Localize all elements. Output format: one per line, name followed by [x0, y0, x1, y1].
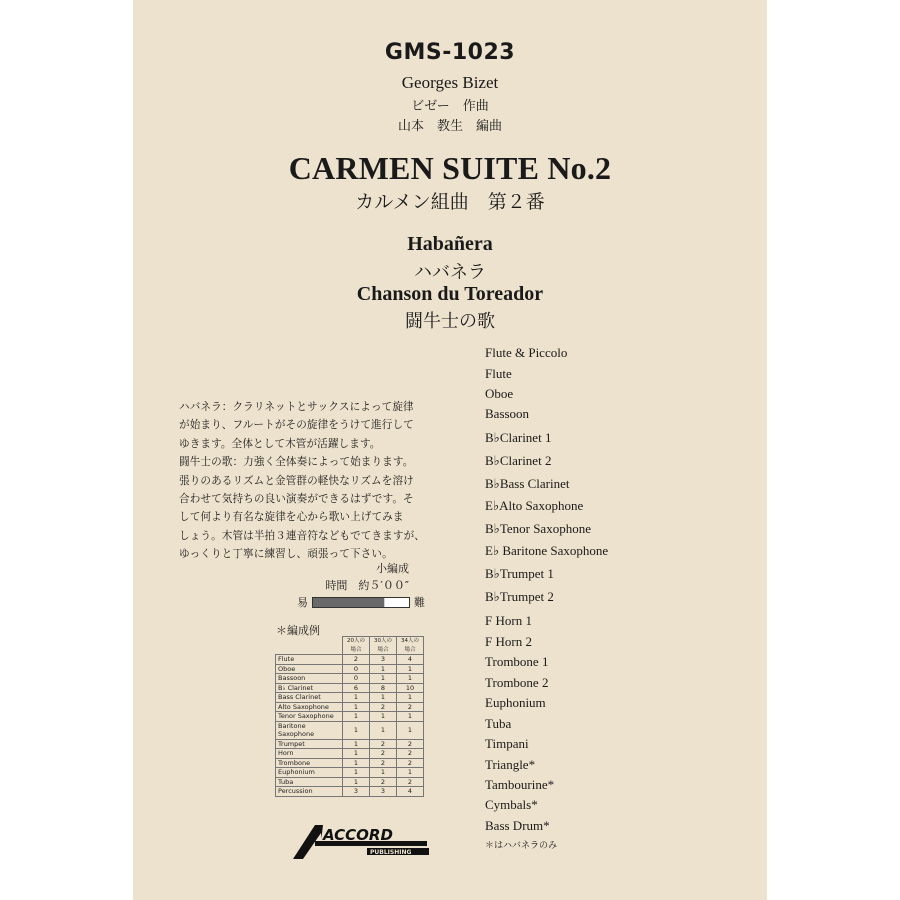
difficulty-hard-label: 難 — [414, 596, 425, 609]
table-cell-count: 2 — [397, 749, 424, 759]
instrument-key: E♭ — [485, 498, 500, 513]
table-cell-instrument: Bassoon — [276, 674, 343, 684]
table-cell-instrument: Horn — [276, 749, 343, 759]
difficulty-bar — [312, 597, 410, 608]
piece-title-2: Chanson du Toreador — [356, 283, 544, 305]
instrument-name: Trumpet 2 — [499, 589, 554, 604]
table-cell-count: 2 — [397, 702, 424, 712]
table-cell-count: 3 — [343, 787, 370, 797]
table-cell-instrument: Trumpet — [276, 739, 343, 749]
description — [179, 398, 435, 564]
table-cell-instrument: Baritone Saxophone — [276, 721, 343, 739]
table-cell-instrument: Percussion — [276, 787, 343, 797]
table-cell-count: 0 — [343, 664, 370, 674]
table-cell-count: 2 — [370, 749, 397, 759]
table-cell-count: 1 — [397, 768, 424, 778]
instrument-name: Tenor Saxophone — [499, 521, 591, 536]
instrument-item — [485, 716, 511, 732]
instrument-item — [485, 543, 608, 559]
table-cell-count: 2 — [370, 758, 397, 768]
table-cell-count: 1 — [370, 674, 397, 684]
instrument-name: Trumpet 1 — [499, 566, 554, 581]
instrument-name: Tambourine* — [485, 777, 555, 792]
table-cell-instrument: B♭ Clarinet — [276, 683, 343, 693]
instrument-name: Clarinet 2 — [499, 453, 552, 468]
table-header-30: 30人の場合 — [370, 637, 397, 655]
table-cell-count: 4 — [397, 655, 424, 665]
table-cell-count: 8 — [370, 683, 397, 693]
instrument-item — [485, 736, 529, 752]
table-cell-count: 1 — [343, 749, 370, 759]
table-cell-count: 1 — [343, 702, 370, 712]
description-line: ハバネラ：クラリネットとサックスによって旋律 — [179, 401, 414, 413]
table-cell-count: 2 — [370, 739, 397, 749]
table-header-empty — [276, 637, 343, 655]
instrument-name: Baritone Saxophone — [499, 543, 609, 558]
table-header-34: 34人の場合 — [397, 637, 424, 655]
instrument-item — [485, 675, 548, 691]
table-cell-count: 2 — [397, 777, 424, 787]
table-cell-instrument: Euphonium — [276, 768, 343, 778]
instrument-name: F Horn 1 — [485, 613, 532, 628]
table-row — [276, 721, 424, 739]
table-cell-count: 1 — [343, 777, 370, 787]
composer-name: Georges Bizet — [401, 73, 499, 92]
description-line: 闘牛士の歌：力強く全体奏によって始まります。 — [179, 456, 414, 469]
instrument-key: B♭ — [485, 476, 500, 491]
description-line: して何より有名な旋律を心から歌い上げてみま — [179, 511, 404, 524]
instrument-name: Timpani — [485, 736, 529, 751]
table-header-row — [276, 637, 424, 655]
footnote: ＊はハバネラのみ — [485, 841, 558, 851]
instrument-item — [485, 797, 538, 813]
table-cell-count: 2 — [397, 739, 424, 749]
instrument-item — [485, 757, 535, 773]
table-row — [276, 683, 424, 693]
table-cell-count: 2 — [370, 702, 397, 712]
instrument-item — [485, 654, 548, 670]
instrument-key: B♭ — [485, 566, 500, 581]
instrument-name: Tuba — [485, 716, 512, 731]
table-row — [276, 758, 424, 768]
instrument-item — [485, 589, 554, 605]
instrument-item — [485, 566, 554, 582]
instrument-name: Oboe — [485, 386, 514, 401]
instrument-item — [485, 366, 512, 382]
piece-title-1-jp: ハバネラ — [414, 262, 486, 283]
instrument-name: Alto Saxophone — [499, 498, 584, 513]
instrument-item — [485, 498, 583, 514]
table-cell-instrument: Oboe — [276, 664, 343, 674]
instrument-name: F Horn 2 — [485, 634, 532, 649]
instrument-name: Bass Clarinet — [499, 476, 570, 491]
table-cell-count: 3 — [370, 787, 397, 797]
table-cell-count: 2 — [343, 655, 370, 665]
table-cell-count: 6 — [343, 683, 370, 693]
table-cell-count: 10 — [397, 683, 424, 693]
instrument-key: E♭ — [485, 543, 500, 558]
instrument-item — [485, 345, 567, 361]
instrument-name: Clarinet 1 — [499, 430, 552, 445]
composer-name-jp: ビゼー 作曲 — [411, 99, 489, 114]
table-cell-count: 2 — [397, 758, 424, 768]
instrument-item — [485, 386, 513, 402]
table-cell-instrument: Bass Clarinet — [276, 693, 343, 703]
table-row — [276, 787, 424, 797]
instrument-key: B♭ — [485, 453, 500, 468]
piece-title-2-jp: 闘牛士の歌 — [405, 311, 495, 332]
table-cell-count: 2 — [370, 777, 397, 787]
instrument-name: Trombone 1 — [485, 654, 549, 669]
difficulty-fill — [313, 598, 385, 607]
instrument-name: Cymbals* — [485, 797, 538, 812]
instrument-name: Flute & Piccolo — [485, 345, 568, 360]
instrument-item — [485, 818, 550, 834]
table-cell-count: 1 — [343, 768, 370, 778]
instrumentation-table — [275, 636, 424, 797]
difficulty-easy-label: 易 — [297, 596, 308, 609]
table-row — [276, 749, 424, 759]
instrument-item — [485, 695, 546, 711]
instrument-item — [485, 634, 532, 650]
table-cell-count: 1 — [397, 712, 424, 722]
description-line: ゆきます。全体として木管が活躍します。 — [179, 437, 381, 450]
instrument-name: Triangle* — [485, 757, 536, 772]
instrumentation-table-title: ＊編成例 — [276, 624, 320, 637]
accord-publishing-logo — [293, 823, 433, 863]
piece-title-1: Habañera — [407, 233, 493, 255]
logo-sub-text: PUBLISHING — [370, 849, 412, 856]
instrument-item — [485, 476, 570, 492]
table-row — [276, 674, 424, 684]
instrument-key: B♭ — [485, 589, 500, 604]
table-row — [276, 693, 424, 703]
table-cell-instrument: Flute — [276, 655, 343, 665]
description-line: が始まり、フルートがその旋律をうけて進行して — [179, 419, 414, 432]
score-cover — [133, 0, 767, 900]
work-title: CARMEN SUITE No.2 — [288, 150, 612, 186]
instrument-name: Flute — [485, 366, 512, 381]
table-cell-count: 1 — [343, 721, 370, 739]
table-row — [276, 768, 424, 778]
instrument-name: Euphonium — [485, 695, 546, 710]
table-cell-count: 1 — [343, 693, 370, 703]
table-cell-count: 1 — [343, 758, 370, 768]
description-line: しょう。木管は半拍３連音符などもでてきますが、 — [179, 529, 425, 542]
duration: 時間 約５′００″ — [325, 579, 409, 592]
instrument-item — [485, 430, 551, 446]
table-cell-instrument: Trombone — [276, 758, 343, 768]
catalog-code: GMS-1023 — [384, 40, 516, 65]
table-cell-count: 1 — [397, 674, 424, 684]
instrument-item — [485, 406, 529, 422]
instrument-key: B♭ — [485, 521, 500, 536]
table-cell-instrument: Tenor Saxophone — [276, 712, 343, 722]
ensemble-size: 小編成 — [376, 562, 409, 575]
instrument-name: Bassoon — [485, 406, 530, 421]
table-cell-count: 1 — [370, 768, 397, 778]
description-line: 張りのあるリズムと金管群の軽快なリズムを溶け — [179, 474, 414, 487]
arranger-name-jp: 山本 教生 編曲 — [397, 119, 502, 134]
instrument-item — [485, 613, 532, 629]
table-header-20: 20人の場合 — [343, 637, 370, 655]
table-row — [276, 777, 424, 787]
table-cell-instrument: Tuba — [276, 777, 343, 787]
table-cell-instrument: Alto Saxophone — [276, 702, 343, 712]
table-row — [276, 655, 424, 665]
table-cell-count: 1 — [343, 712, 370, 722]
table-cell-count: 1 — [397, 721, 424, 739]
table-cell-count: 1 — [343, 739, 370, 749]
logo-main-text: ACCORD — [323, 826, 393, 844]
table-cell-count: 1 — [370, 664, 397, 674]
table-cell-count: 0 — [343, 674, 370, 684]
table-row — [276, 664, 424, 674]
difficulty-meter — [297, 594, 425, 610]
instrument-item — [485, 453, 551, 469]
instrument-item — [485, 777, 554, 793]
table-cell-count: 1 — [397, 664, 424, 674]
table-cell-count: 4 — [397, 787, 424, 797]
work-title-jp: カルメン組曲 第２番 — [355, 191, 545, 213]
instrument-item — [485, 521, 591, 537]
table-cell-count: 1 — [370, 712, 397, 722]
table-row — [276, 739, 424, 749]
instrument-name: Trombone 2 — [485, 675, 549, 690]
instrument-name: Bass Drum* — [485, 818, 550, 833]
description-line: 合わせて気持ちの良い演奏ができるはずです。そ — [179, 493, 414, 506]
table-row — [276, 712, 424, 722]
table-row — [276, 702, 424, 712]
table-cell-count: 1 — [370, 721, 397, 739]
table-cell-count: 1 — [370, 693, 397, 703]
table-cell-count: 3 — [370, 655, 397, 665]
description-line: ゆっくりと丁寧に練習し、頑張って下さい。 — [179, 548, 393, 561]
instrument-key: B♭ — [485, 430, 500, 445]
table-cell-count: 1 — [397, 693, 424, 703]
